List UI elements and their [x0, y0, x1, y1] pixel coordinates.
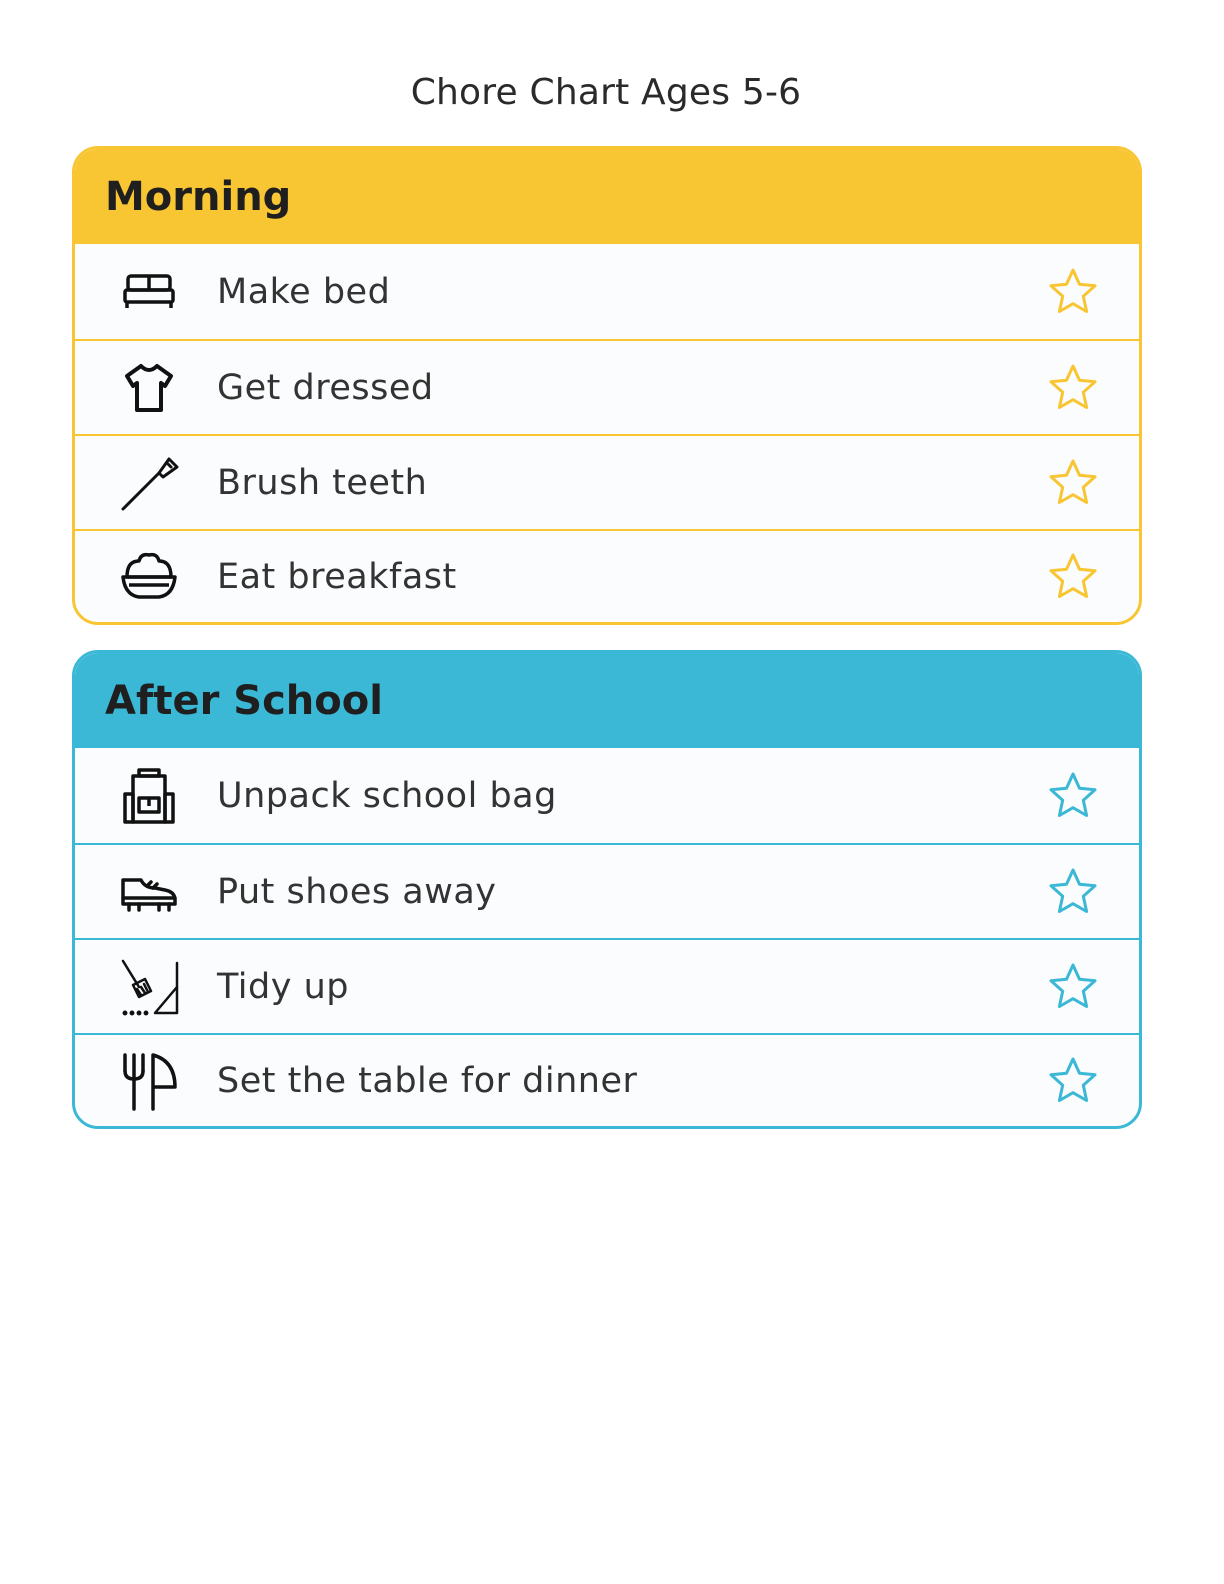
shoe-icon [119, 862, 179, 922]
chore-label: Put shoes away [217, 871, 497, 912]
bed-icon [119, 262, 179, 322]
chore-row-make-bed [75, 244, 1139, 339]
chore-row-eat-breakfast [75, 529, 1139, 622]
chore-label: Set the table for dinner [217, 1060, 638, 1101]
chore-label: Make bed [217, 271, 391, 312]
chore-row-brush-teeth [75, 434, 1139, 529]
chore-row-get-dressed [75, 339, 1139, 434]
chore-label: Brush teeth [217, 462, 428, 503]
chore-label: Tidy up [217, 966, 349, 1007]
shirt-icon [119, 358, 179, 418]
section-after-school [72, 650, 1142, 1129]
chore-row-put-shoes-away [75, 843, 1139, 938]
chore-row-set-table [75, 1033, 1139, 1126]
page-title: Chore Chart Ages 5-6 [410, 72, 802, 113]
section-morning [72, 146, 1142, 625]
star-checkbox-icon[interactable] [1047, 1055, 1099, 1107]
chore-label: Eat breakfast [217, 556, 457, 597]
chore-row-unpack-school-bag [75, 748, 1139, 843]
chore-label: Unpack school bag [217, 775, 557, 816]
star-checkbox-icon[interactable] [1047, 457, 1099, 509]
broom-dustpan-icon [119, 957, 179, 1017]
star-checkbox-icon[interactable] [1047, 961, 1099, 1013]
fork-knife-icon [119, 1051, 179, 1111]
star-checkbox-icon[interactable] [1047, 362, 1099, 414]
toothbrush-icon [119, 453, 179, 513]
chore-label: Get dressed [217, 367, 434, 408]
star-checkbox-icon[interactable] [1047, 866, 1099, 918]
backpack-icon [119, 766, 179, 826]
section-header-morning: Morning [75, 149, 1139, 244]
bowl-icon [119, 547, 179, 607]
star-checkbox-icon[interactable] [1047, 266, 1099, 318]
star-checkbox-icon[interactable] [1047, 770, 1099, 822]
star-checkbox-icon[interactable] [1047, 551, 1099, 603]
chore-row-tidy-up [75, 938, 1139, 1033]
section-header-after-school: After School [75, 653, 1139, 748]
